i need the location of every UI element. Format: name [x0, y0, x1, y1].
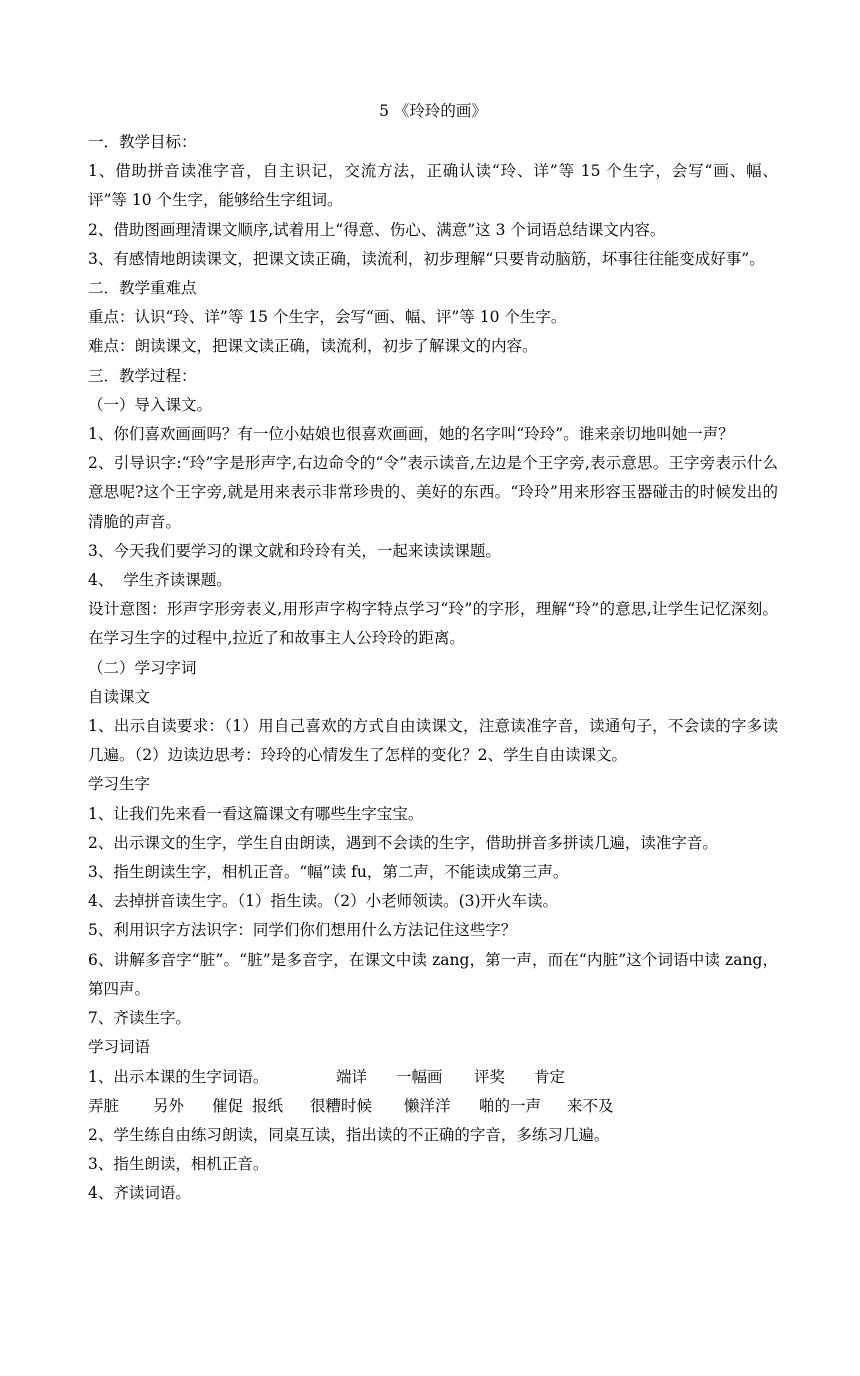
goal-3: 3、有感情地朗读课文，把课文读正确，读流利，初步理解“只要肯动脑筋，坏事往往能变成好事”。 — [88, 249, 765, 268]
char-step-2: 2、出示课文的生字，学生自由朗读，遇到不会读的生字，借助拼音多拼读几遍，读准字音。 — [88, 833, 718, 852]
words-step-3: 3、指生朗读，相机正音。 — [88, 1155, 269, 1174]
document-page — [88, 98, 778, 1209]
intro-step-1: 1、你们喜欢画画吗？有一位小姑娘也很喜欢画画，她的名字叫“玲玲”。谁来亲切地叫她一声？ — [88, 425, 734, 444]
difficult-point: 难点：朗读课文，把课文读正确，读流利，初步了解课文的内容。 — [88, 337, 538, 356]
words-step-2: 2、学生练自由练习朗读，同桌互读，指出读的不正确的字音，多练习几遍。 — [88, 1125, 610, 1144]
section-heading-goals: 一．教学目标： — [88, 133, 197, 151]
word-item: 很糟时候 — [310, 1096, 373, 1115]
subheading-vocabulary: （二）学习字词 — [88, 658, 197, 677]
word-item: 另外 — [153, 1096, 185, 1115]
word-item: 催促 — [212, 1096, 244, 1115]
word-item: 啪的一声 — [479, 1096, 542, 1115]
design-intent: 设计意图：形声字形旁表义,用形声字构字特点学习“玲”的字形，理解“玲”的意思,让学生记忆深刻。在学习生字的过程中,拉近了和故事主人公玲玲的距离。 — [88, 600, 778, 648]
word-item: 懒洋洋 — [404, 1096, 451, 1115]
word-item: 评奖 — [474, 1067, 506, 1086]
self-reading-step: 1、出示自读要求：（1）用自己喜欢的方式自由读课文，注意读准字音，读通句子，不会读的字多读几遍。（2）边读边思考：玲玲的心情发生了怎样的变化？2、学生自由读课文。 — [88, 717, 778, 765]
label-learn-words: 学习词语 — [88, 1038, 151, 1057]
goal-1: 1、借助拼音读准字音，自主识记，交流方法，正确认读“玲、详”等 15 个生字，会写“画、幅、评”等 10 个生字，能够给生字组词。 — [88, 162, 778, 210]
char-step-1: 1、让我们先来看一看这篇课文有哪些生字宝宝。 — [88, 804, 424, 823]
word-item: 来不及 — [567, 1096, 614, 1115]
char-step-6: 6、讲解多音字“脏”。“脏”是多音字，在课文中读 zang，第一声，而在“内脏”这个词语中读 zang，第四声。 — [88, 950, 778, 998]
char-step-4: 4、去掉拼音读生字。（1）指生读。（2）小老师领读。(3)开火车读。 — [88, 892, 559, 911]
word-item: 报纸 — [252, 1096, 284, 1115]
document-title: 5 《玲玲的画》 — [379, 102, 487, 120]
char-step-5: 5、利用识字方法识字：同学们你们想用什么方法记住这些字？ — [88, 921, 517, 940]
words-row-2 — [88, 1092, 778, 1121]
word-item: 弄脏 — [88, 1096, 120, 1115]
key-point: 重点：认识“玲、详”等 15 个生字，会写“画、幅、评”等 10 个生字。 — [88, 308, 567, 327]
section-heading-process: 三．教学过程： — [88, 366, 197, 385]
char-step-3: 3、指生朗读生字，相机正音。“幅”读 fu，第二声，不能读成第三声。 — [88, 863, 569, 882]
section-heading-key-points: 二．教学重难点 — [88, 279, 197, 298]
label-learn-characters: 学习生字 — [88, 775, 151, 794]
word-item: 肯定 — [534, 1067, 566, 1086]
words-intro: 1、出示本课的生字词语。 — [88, 1067, 269, 1086]
label-self-reading: 自读课文 — [88, 687, 151, 706]
char-step-7: 7、齐读生字。 — [88, 1009, 191, 1028]
words-row-1 — [88, 1063, 778, 1092]
words-step-4: 4、齐读词语。 — [88, 1184, 191, 1203]
intro-step-3: 3、今天我们要学习的课文就和玲玲有关，一起来读读课题。 — [88, 541, 501, 560]
intro-step-2: 2、引导识字:“玲”字是形声字,右边命令的“令”表示读音,左边是个王字旁,表示意思。王字旁表示什么意思呢?这个王字旁,就是用来表示非常珍贵的、美好的东西。“玲玲”用来形容玉器碰击的时候发出的清脆的声音。 — [88, 454, 778, 531]
subheading-introduction: （一）导入课文。 — [88, 395, 213, 414]
word-item: 端详 — [336, 1067, 368, 1086]
word-item: 一幅画 — [396, 1067, 443, 1086]
goal-2: 2、借助图画理清课文顺序,试着用上“得意、伤心、满意”这 3 个词语总结课文内容。 — [88, 220, 666, 239]
intro-step-4: 4、 学生齐读课题。 — [88, 571, 232, 590]
